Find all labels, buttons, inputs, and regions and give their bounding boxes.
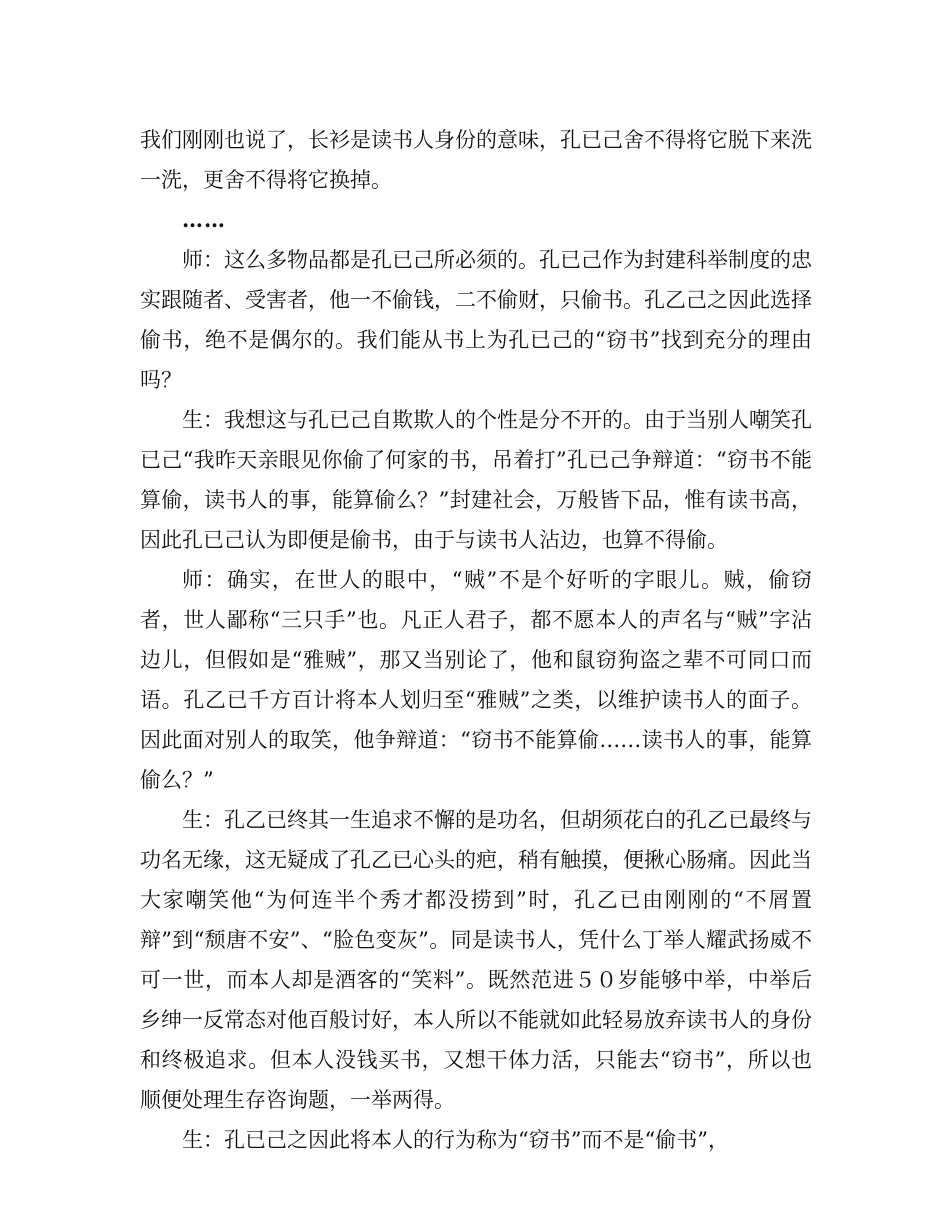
paragraph-student-3: 生：孔已己之因此将本人的行为称为“窃书”而不是“偷书”， <box>182 1128 729 1152</box>
paragraph-teacher-2: 师：确实，在世人的眼中，“贼”不是个好听的字眼儿。贼，偷窃者，世人鄙称“三只手”也。凡正人君子，都不愿本人的声名与“贼”字沾边儿，但假如是“雅贼”，那又当别论了，他和鼠窃狗盗之辈不可同口而语。孔乙已千方百计将本人划归至“雅贼”之类，以维护读书人的面子。因此面对别人的取笑，他争辩道：“窃书不能算偷……读书人的事，能算偷么？” <box>140 568 812 792</box>
paragraph-student-2: 生：孔乙已终其一生追求不懈的是功名，但胡须花白的孔乙已最终与功名无缘，这无疑成了孔乙已心头的疤，稍有触摸，便揪心肠痛。因此当大家嘲笑他“为何连半个秀才都没捞到”时，孔乙已由刚刚的“不屑置辩”到“颓唐不安”、“脸色变灰”。同是读书人，凭什么丁举人耀武扬威不可一世，而本人却是酒客的“笑料”。既然范进５０岁能够中举，中举后乡绅一反常态对他百般讨好，本人所以不能就如此轻易放弃读书人的身份和终极追求。但本人没钱买书，又想干体力活，只能去“窃书”，所以也顺便处理生存咨询题，一举两得。 <box>140 808 812 1112</box>
document-body <box>140 120 812 1160</box>
paragraph-teacher-1: 师：这么多物品都是孔已己所必须的。孔已己作为封建科举制度的忠实跟随者、受害者，他一不偷钱，二不偷财，只偷书。孔乙己之因此选择偷书，绝不是偶尔的。我们能从书上为孔已己的“窃书”找到充分的理由吗？ <box>140 248 812 392</box>
paragraph-1: 我们刚刚也说了，长衫是读书人身份的意味，孔已己舍不得将它脱下来洗一洗，更舍不得将它换掉。 <box>140 128 812 192</box>
ellipsis-separator: …… <box>182 207 226 232</box>
paragraph-student-1: 生：我想这与孔已己自欺欺人的个性是分不开的。由于当别人嘲笑孔已己“我昨天亲眼见你偷了何家的书，吊着打”孔已己争辩道：“窃书不能算偷，读书人的事，能算偷么？”封建社会，万般皆下品，惟有读书高，因此孔已己认为即便是偷书，由于与读书人沾边，也算不得偷。 <box>140 408 812 552</box>
